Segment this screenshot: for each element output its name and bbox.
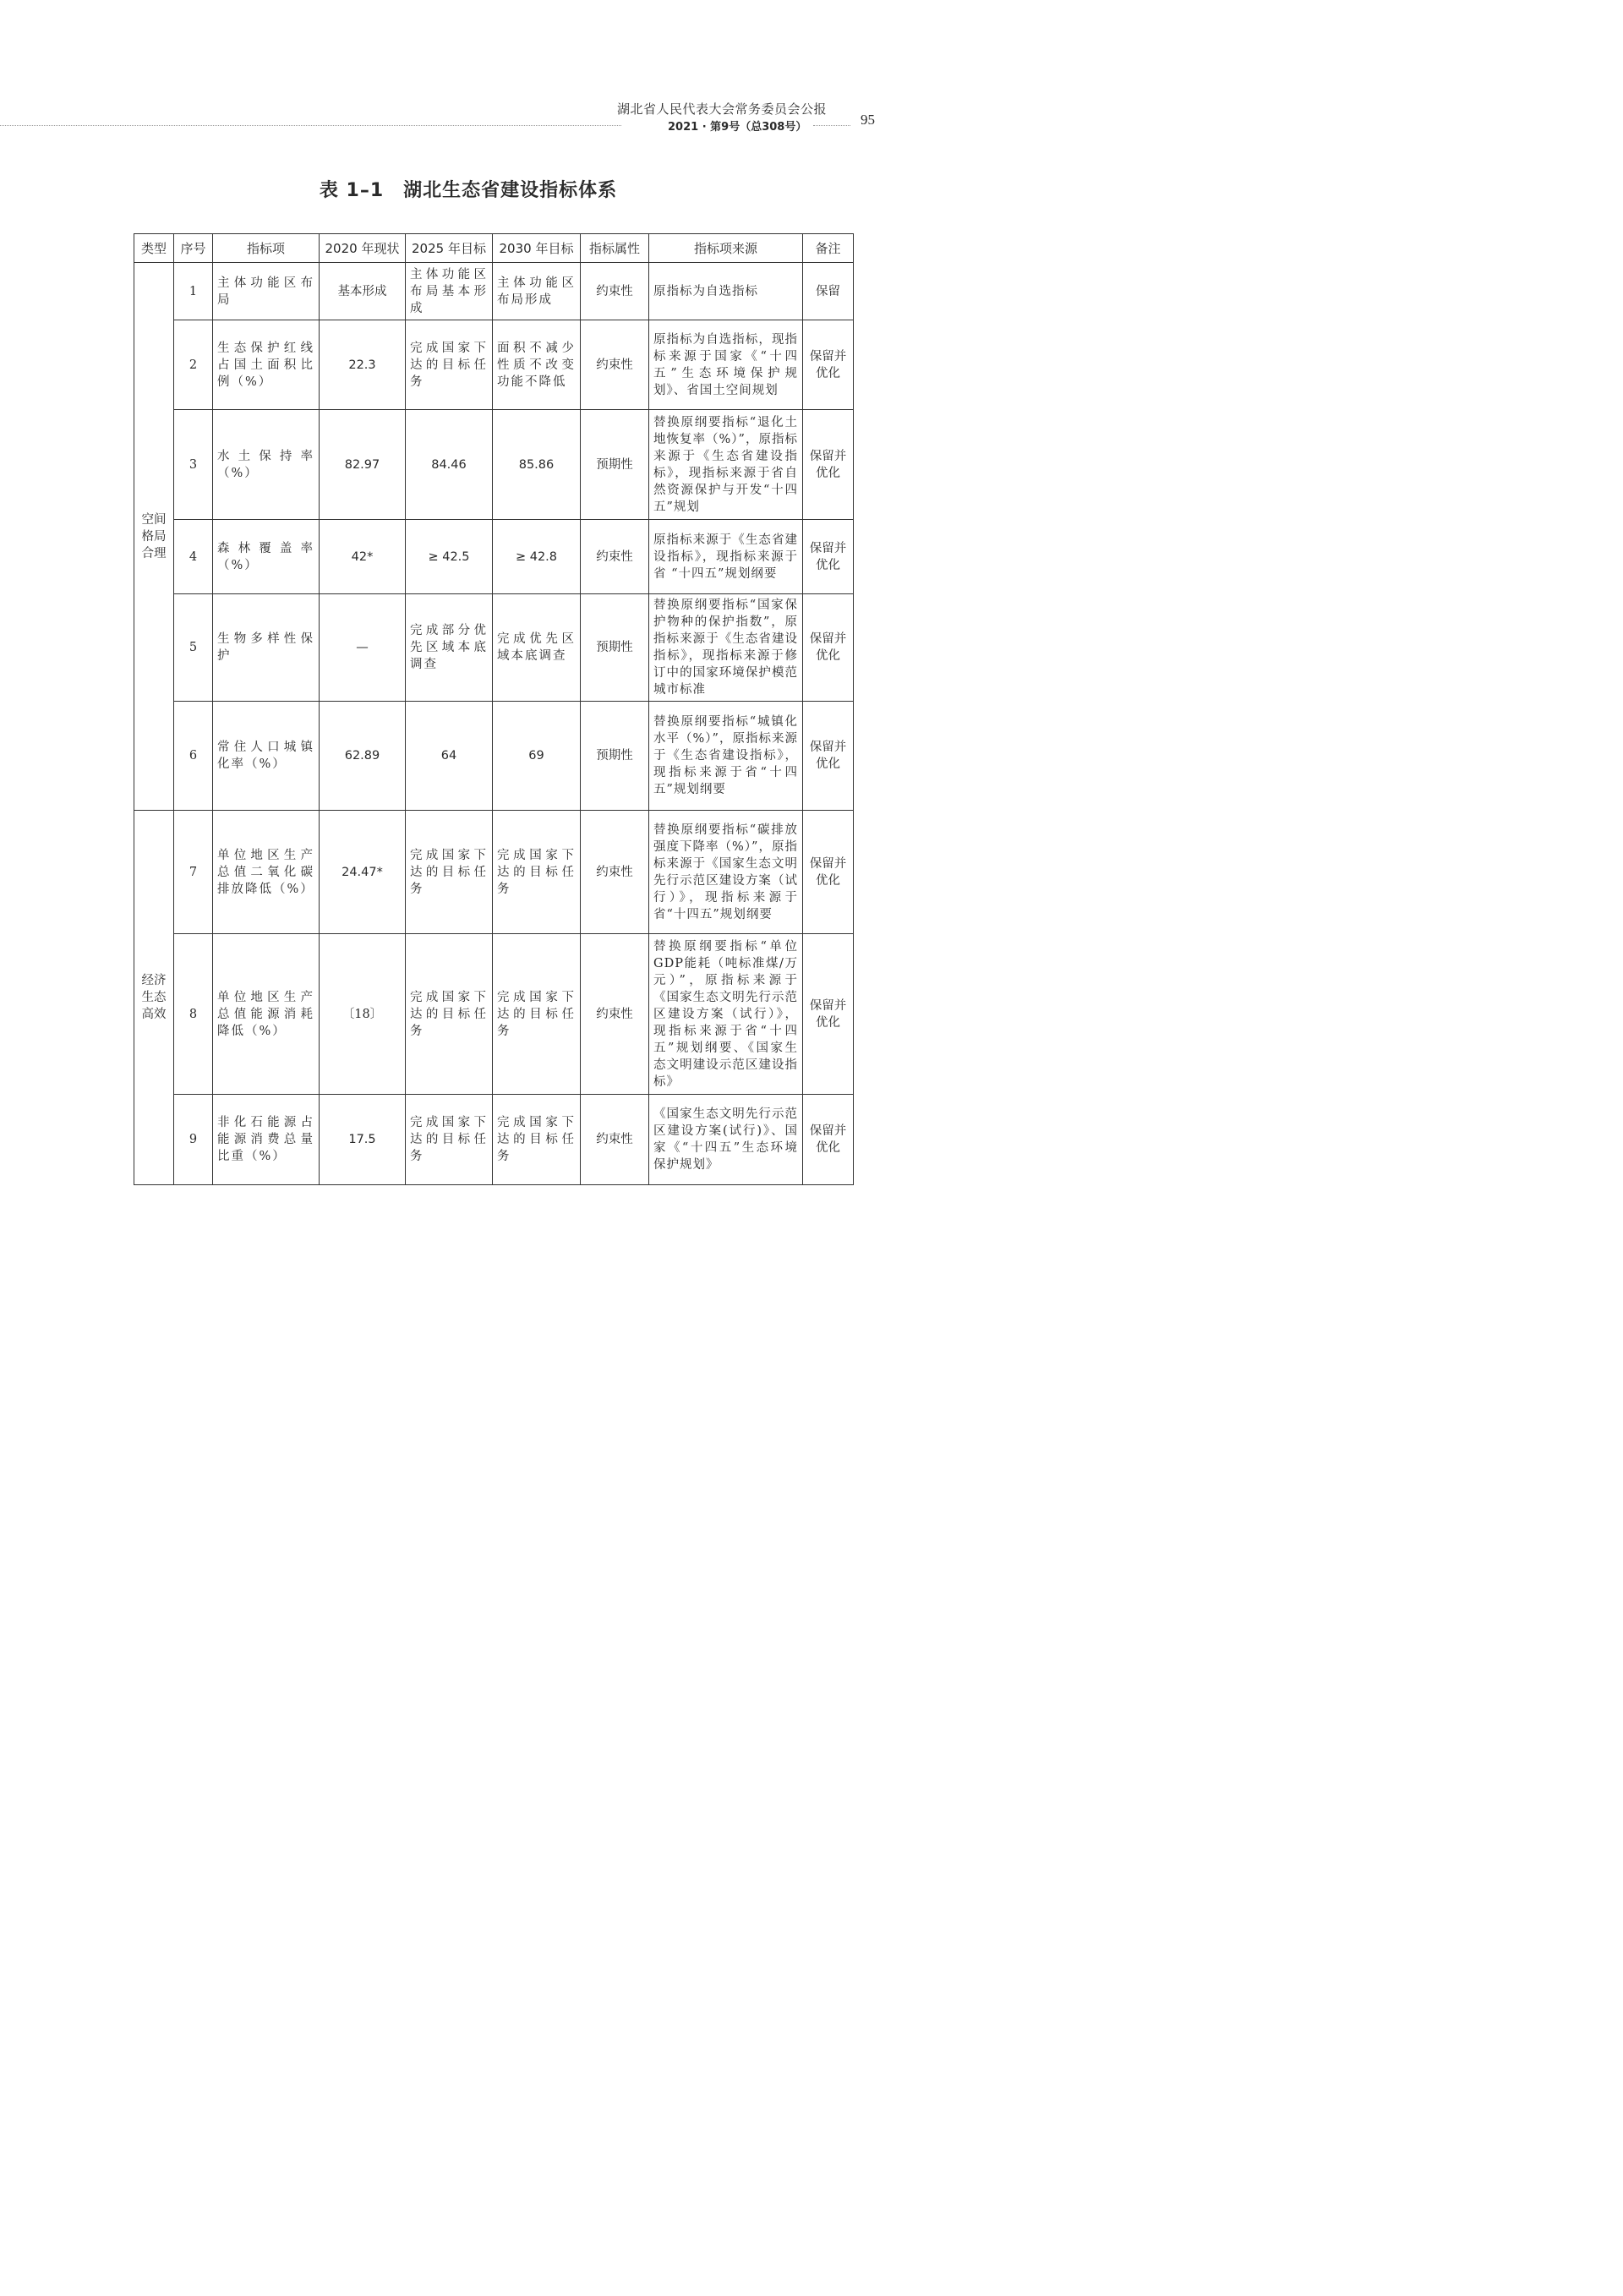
page-number: 95 [861,112,875,128]
value-2020: 17.5 [320,1095,406,1185]
target-2030: 主体功能区布局形成 [493,263,581,320]
target-2030: 69 [493,702,581,811]
header-rule-left [0,125,621,126]
table-row [134,934,854,1095]
remark: 保留并优化 [803,520,854,594]
header-row [134,234,854,263]
target-2030: 完成国家下达的目标任务 [493,934,581,1095]
category-cell: 经济生态高效 [134,811,174,1185]
column-header: 序号 [174,234,213,263]
target-2025: 64 [406,702,493,811]
column-header: 2030 年目标 [493,234,581,263]
target-2030: ≥ 42.8 [493,520,581,594]
value-2020: 22.3 [320,320,406,410]
indicator-name: 单位地区生产总值能源消耗降低（%） [213,934,320,1095]
remark: 保留并优化 [803,934,854,1095]
table-row [134,702,854,811]
row-number: 8 [174,934,213,1095]
column-header: 2020 年现状 [320,234,406,263]
publication-name: 湖北省人民代表大会常务委员会公报 [617,101,828,117]
value-2020: 62.89 [320,702,406,811]
indicator-source: 替换原纲要指标“碳排放强度下降率（%）”，原指标来源于《国家生态文明先行示范区建设方案（试行）》，现指标来源于省“十四五”规划纲要 [649,811,803,934]
row-number: 4 [174,520,213,594]
remark: 保留并优化 [803,320,854,410]
issue-number: 2021 · 第9号（总308号） [668,121,807,134]
column-header: 备注 [803,234,854,263]
target-2030: 完成国家下达的目标任务 [493,811,581,934]
target-2030: 完成优先区域本底调查 [493,594,581,702]
target-2025: 完成国家下达的目标任务 [406,1095,493,1185]
row-number: 1 [174,263,213,320]
target-2025: 84.46 [406,410,493,520]
row-number: 5 [174,594,213,702]
target-2030: 面积不减少性质不改变功能不降低 [493,320,581,410]
indicator-name: 生态保护红线占国土面积比例（%） [213,320,320,410]
value-2020: 24.47* [320,811,406,934]
column-header: 指标项来源 [649,234,803,263]
indicator-name: 单位地区生产总值二氧化碳排放降低（%） [213,811,320,934]
column-header: 指标项 [213,234,320,263]
target-2025: 主体功能区布局基本形成 [406,263,493,320]
indicator-source: 替换原纲要指标“退化土地恢复率（%）”，原指标来源于《生态省建设指标》，现指标来源于省自然资源保护与开发“十四五”规划 [649,410,803,520]
value-2020: 〔18〕 [320,934,406,1095]
row-number: 2 [174,320,213,410]
remark: 保留并优化 [803,1095,854,1185]
target-2025: 完成国家下达的目标任务 [406,811,493,934]
indicator-name: 非化石能源占能源消费总量比重（%） [213,1095,320,1185]
row-number: 9 [174,1095,213,1185]
header-rule-right [813,125,850,126]
remark: 保留并优化 [803,594,854,702]
indicator-source: 原指标来源于《生态省建设指标》，现指标来源于省 “十四五”规划纲要 [649,520,803,594]
table-row [134,410,854,520]
remark: 保留并优化 [803,410,854,520]
indicator-attribute: 约束性 [581,934,649,1095]
target-2030: 85.86 [493,410,581,520]
indicator-source: 替换原纲要指标“城镇化水平（%）”，原指标来源于《生态省建设指标》，现指标来源于省“十四五”规划纲要 [649,702,803,811]
indicator-name: 生物多样性保护 [213,594,320,702]
value-2020: — [320,594,406,702]
indicator-source: 替换原纲要指标“单位GDP能耗（吨标准煤/万元）”，原指标来源于《国家生态文明先行示范区建设方案（试行）》，现指标来源于省“十四五”规划纲要、《国家生态文明建设示范区建设指标》 [649,934,803,1095]
table-row [134,811,854,934]
indicator-attribute: 预期性 [581,410,649,520]
row-number: 3 [174,410,213,520]
target-2025: 完成国家下达的目标任务 [406,320,493,410]
indicator-attribute: 约束性 [581,811,649,934]
table-row [134,320,854,410]
column-header: 类型 [134,234,174,263]
value-2020: 基本形成 [320,263,406,320]
table-row [134,263,854,320]
indicator-source: 原指标为自选指标 [649,263,803,320]
indicator-source: 原指标为自选指标，现指标来源于国家《“十四五”生态环境保护规划》、省国土空间规划 [649,320,803,410]
table-row [134,1095,854,1185]
remark: 保留 [803,263,854,320]
value-2020: 42* [320,520,406,594]
indicator-name: 主体功能区布局 [213,263,320,320]
indicator-name: 森林覆盖率（%） [213,520,320,594]
target-2030: 完成国家下达的目标任务 [493,1095,581,1185]
indicator-attribute: 约束性 [581,320,649,410]
remark: 保留并优化 [803,702,854,811]
category-cell: 空间格局合理 [134,263,174,811]
target-2025: ≥ 42.5 [406,520,493,594]
remark: 保留并优化 [803,811,854,934]
row-number: 6 [174,702,213,811]
column-header: 2025 年目标 [406,234,493,263]
table-row [134,520,854,594]
indicator-table [134,233,854,1185]
indicator-attribute: 约束性 [581,1095,649,1185]
table-title: 表 1–1 湖北生态省建设指标体系 [319,180,618,201]
value-2020: 82.97 [320,410,406,520]
target-2025: 完成国家下达的目标任务 [406,934,493,1095]
indicator-attribute: 预期性 [581,594,649,702]
indicator-source: 《国家生态文明先行示范区建设方案(试行)》、国家《“十四五”生态环境保护规划》 [649,1095,803,1185]
target-2025: 完成部分优先区域本底调查 [406,594,493,702]
row-number: 7 [174,811,213,934]
indicator-attribute: 约束性 [581,520,649,594]
column-header: 指标属性 [581,234,649,263]
indicator-attribute: 预期性 [581,702,649,811]
indicator-name: 常住人口城镇化率（%） [213,702,320,811]
indicator-attribute: 约束性 [581,263,649,320]
table-row [134,594,854,702]
indicator-source: 替换原纲要指标“国家保护物种的保护指数”，原指标来源于《生态省建设指标》，现指标来源于修订中的国家环境保护模范城市标准 [649,594,803,702]
indicator-name: 水土保持率（%） [213,410,320,520]
